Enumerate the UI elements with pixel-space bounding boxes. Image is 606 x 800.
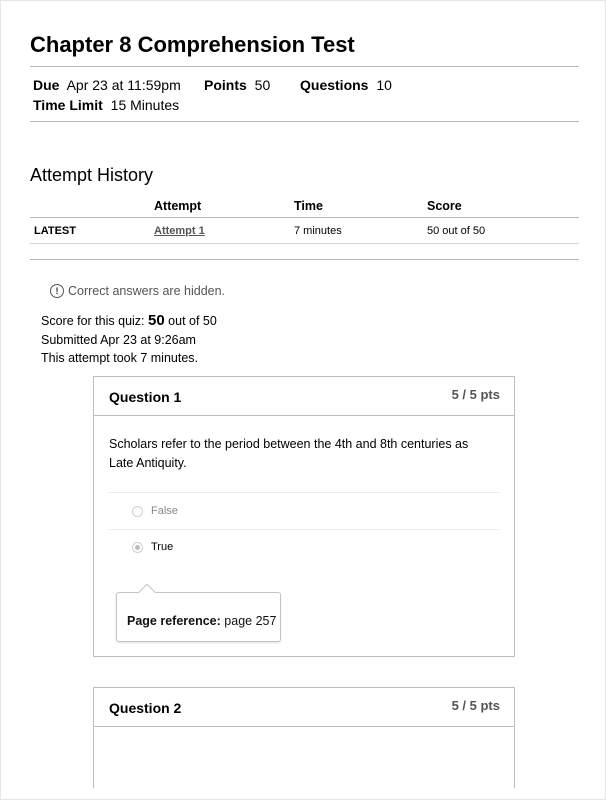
page-reference-value: page 257 (224, 614, 277, 628)
due-label: Due (33, 77, 60, 93)
answer-option-label: False (151, 505, 178, 517)
score-value: 50 (148, 312, 165, 329)
time-limit-value: 15 Minutes (110, 97, 180, 113)
quiz-title: Chapter 8 Comprehension Test (30, 32, 355, 57)
option-divider (109, 529, 499, 530)
submitted-time: Submitted Apr 23 at 9:26am (41, 333, 196, 347)
question-title: Question 1 (109, 389, 182, 405)
page-reference-text (127, 614, 276, 628)
status-badge: LATEST (34, 225, 76, 237)
divider (30, 259, 579, 260)
question-text: Scholars refer to the period between the 4th and 8th centuries as Late Antiquity. (109, 437, 469, 470)
hidden-answers-note (50, 284, 225, 298)
score-prefix: Score for this quiz: (41, 314, 145, 328)
page-reference-label: Page reference: (127, 614, 221, 628)
column-header-attempt: Attempt (154, 199, 202, 213)
question-title: Question 2 (109, 700, 182, 716)
time-limit-label: Time Limit (33, 97, 103, 113)
answer-option[interactable] (132, 505, 178, 517)
attempt-score: 50 out of 50 (427, 225, 486, 237)
answer-option-label: True (151, 541, 174, 553)
points-label: Points (204, 77, 247, 93)
column-header-score: Score (427, 199, 462, 213)
question-header (94, 688, 514, 727)
attempt-link-label[interactable]: Attempt 1 (154, 225, 205, 237)
option-divider (109, 492, 499, 493)
question-card (93, 687, 515, 788)
radio-button-icon[interactable] (132, 506, 143, 517)
quiz-score (41, 312, 217, 329)
hidden-answers-text: Correct answers are hidden. (68, 284, 226, 298)
question-header (94, 377, 514, 416)
radio-button-selected-icon[interactable] (132, 542, 143, 553)
divider (30, 121, 579, 122)
questions-info (300, 77, 392, 93)
points-value: 50 (254, 77, 271, 93)
due-value: Apr 23 at 11:59pm (66, 77, 181, 93)
page-reference-tooltip (116, 592, 281, 642)
column-header-time: Time (294, 199, 323, 213)
divider (30, 66, 579, 67)
due-info (33, 77, 181, 93)
exclamation-icon: ! (50, 284, 64, 298)
questions-value: 10 (376, 77, 392, 93)
answer-option-selected[interactable] (132, 541, 173, 553)
time-limit-info (33, 97, 179, 113)
question-points: 5 / 5 pts (451, 387, 500, 402)
questions-label: Questions (300, 77, 369, 93)
attempt-history-title: Attempt History (30, 165, 154, 185)
attempt-link[interactable] (154, 225, 205, 237)
attempt-duration: This attempt took 7 minutes. (41, 351, 199, 365)
table-row-divider (30, 243, 579, 244)
question-card (93, 376, 515, 657)
score-suffix: out of 50 (168, 314, 217, 328)
question-points: 5 / 5 pts (451, 698, 500, 713)
attempt-time: 7 minutes (294, 225, 342, 237)
points-info (204, 77, 270, 93)
table-header-divider (30, 217, 579, 218)
